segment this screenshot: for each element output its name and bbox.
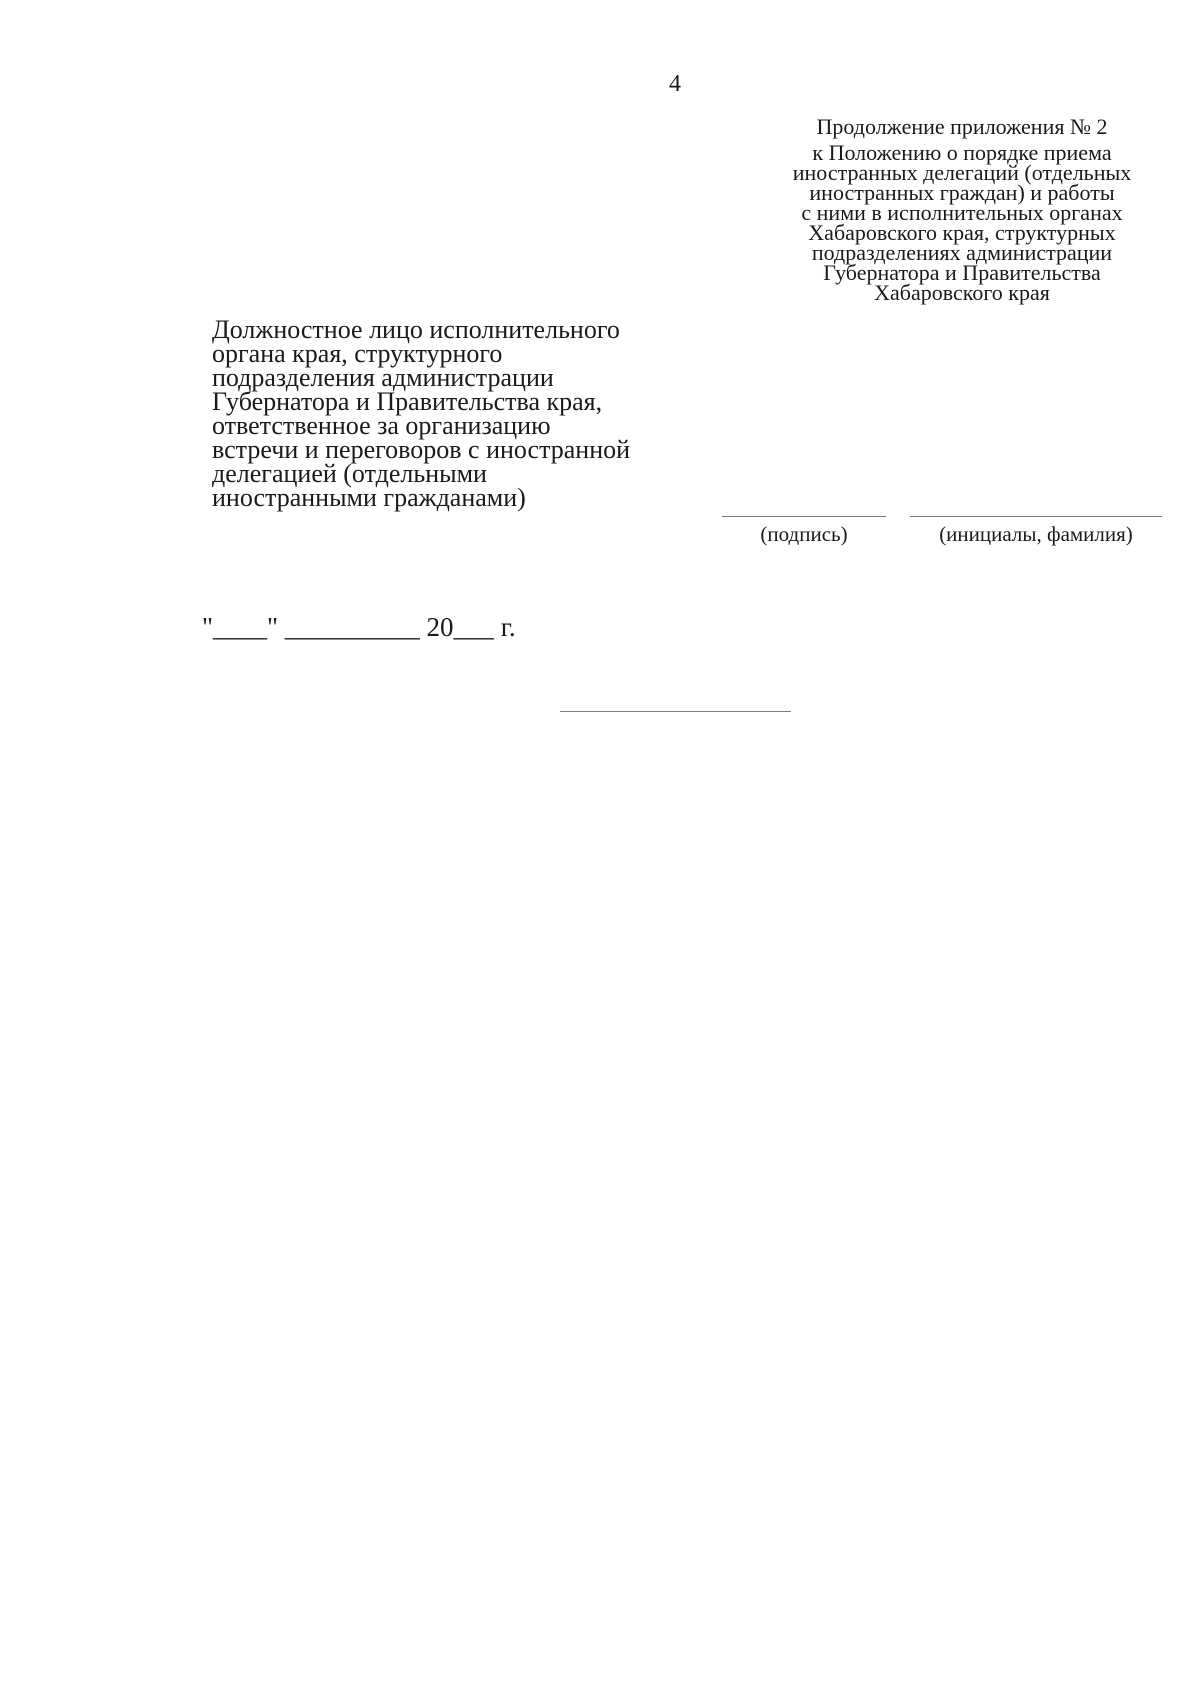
official-position-block <box>212 315 712 512</box>
official-line: делегацией (отдельными <box>212 459 487 488</box>
appendix-line: Хабаровского края <box>874 280 1050 305</box>
signature-caption: (подпись) <box>760 522 848 546</box>
official-line: Должностное лицо исполнительного <box>212 315 620 344</box>
end-divider <box>560 711 791 712</box>
appendix-line: иностранных делегаций (отдельных <box>792 160 1132 185</box>
official-line: встречи и переговоров с иностранной <box>212 435 631 464</box>
appendix-line: Губернатора и Правительства <box>823 260 1101 285</box>
page-number: 4 <box>669 71 681 97</box>
appendix-line: иностранных граждан) и работы <box>809 180 1115 205</box>
appendix-line: Хабаровского края, структурных <box>808 220 1116 245</box>
appendix-line: к Положению о порядке приема <box>812 140 1112 165</box>
official-line: Губернатора и Правительства края, <box>212 387 603 416</box>
appendix-header <box>762 114 1162 305</box>
appendix-line: подразделениях администрации <box>811 240 1113 265</box>
signature-line <box>722 516 886 517</box>
date-line: "____" __________ 20___ г. <box>202 612 516 642</box>
appendix-title: Продолжение приложения № 2 <box>816 114 1108 139</box>
official-line: подразделения администрации <box>212 363 554 392</box>
name-line <box>910 516 1162 517</box>
name-caption: (инициалы, фамилия) <box>939 522 1133 546</box>
official-line: иностранными гражданами) <box>212 483 526 512</box>
official-line: ответственное за организацию <box>212 411 551 440</box>
appendix-line: с ними в исполнительных органах <box>801 200 1123 225</box>
official-line: органа края, структурного <box>212 339 503 368</box>
